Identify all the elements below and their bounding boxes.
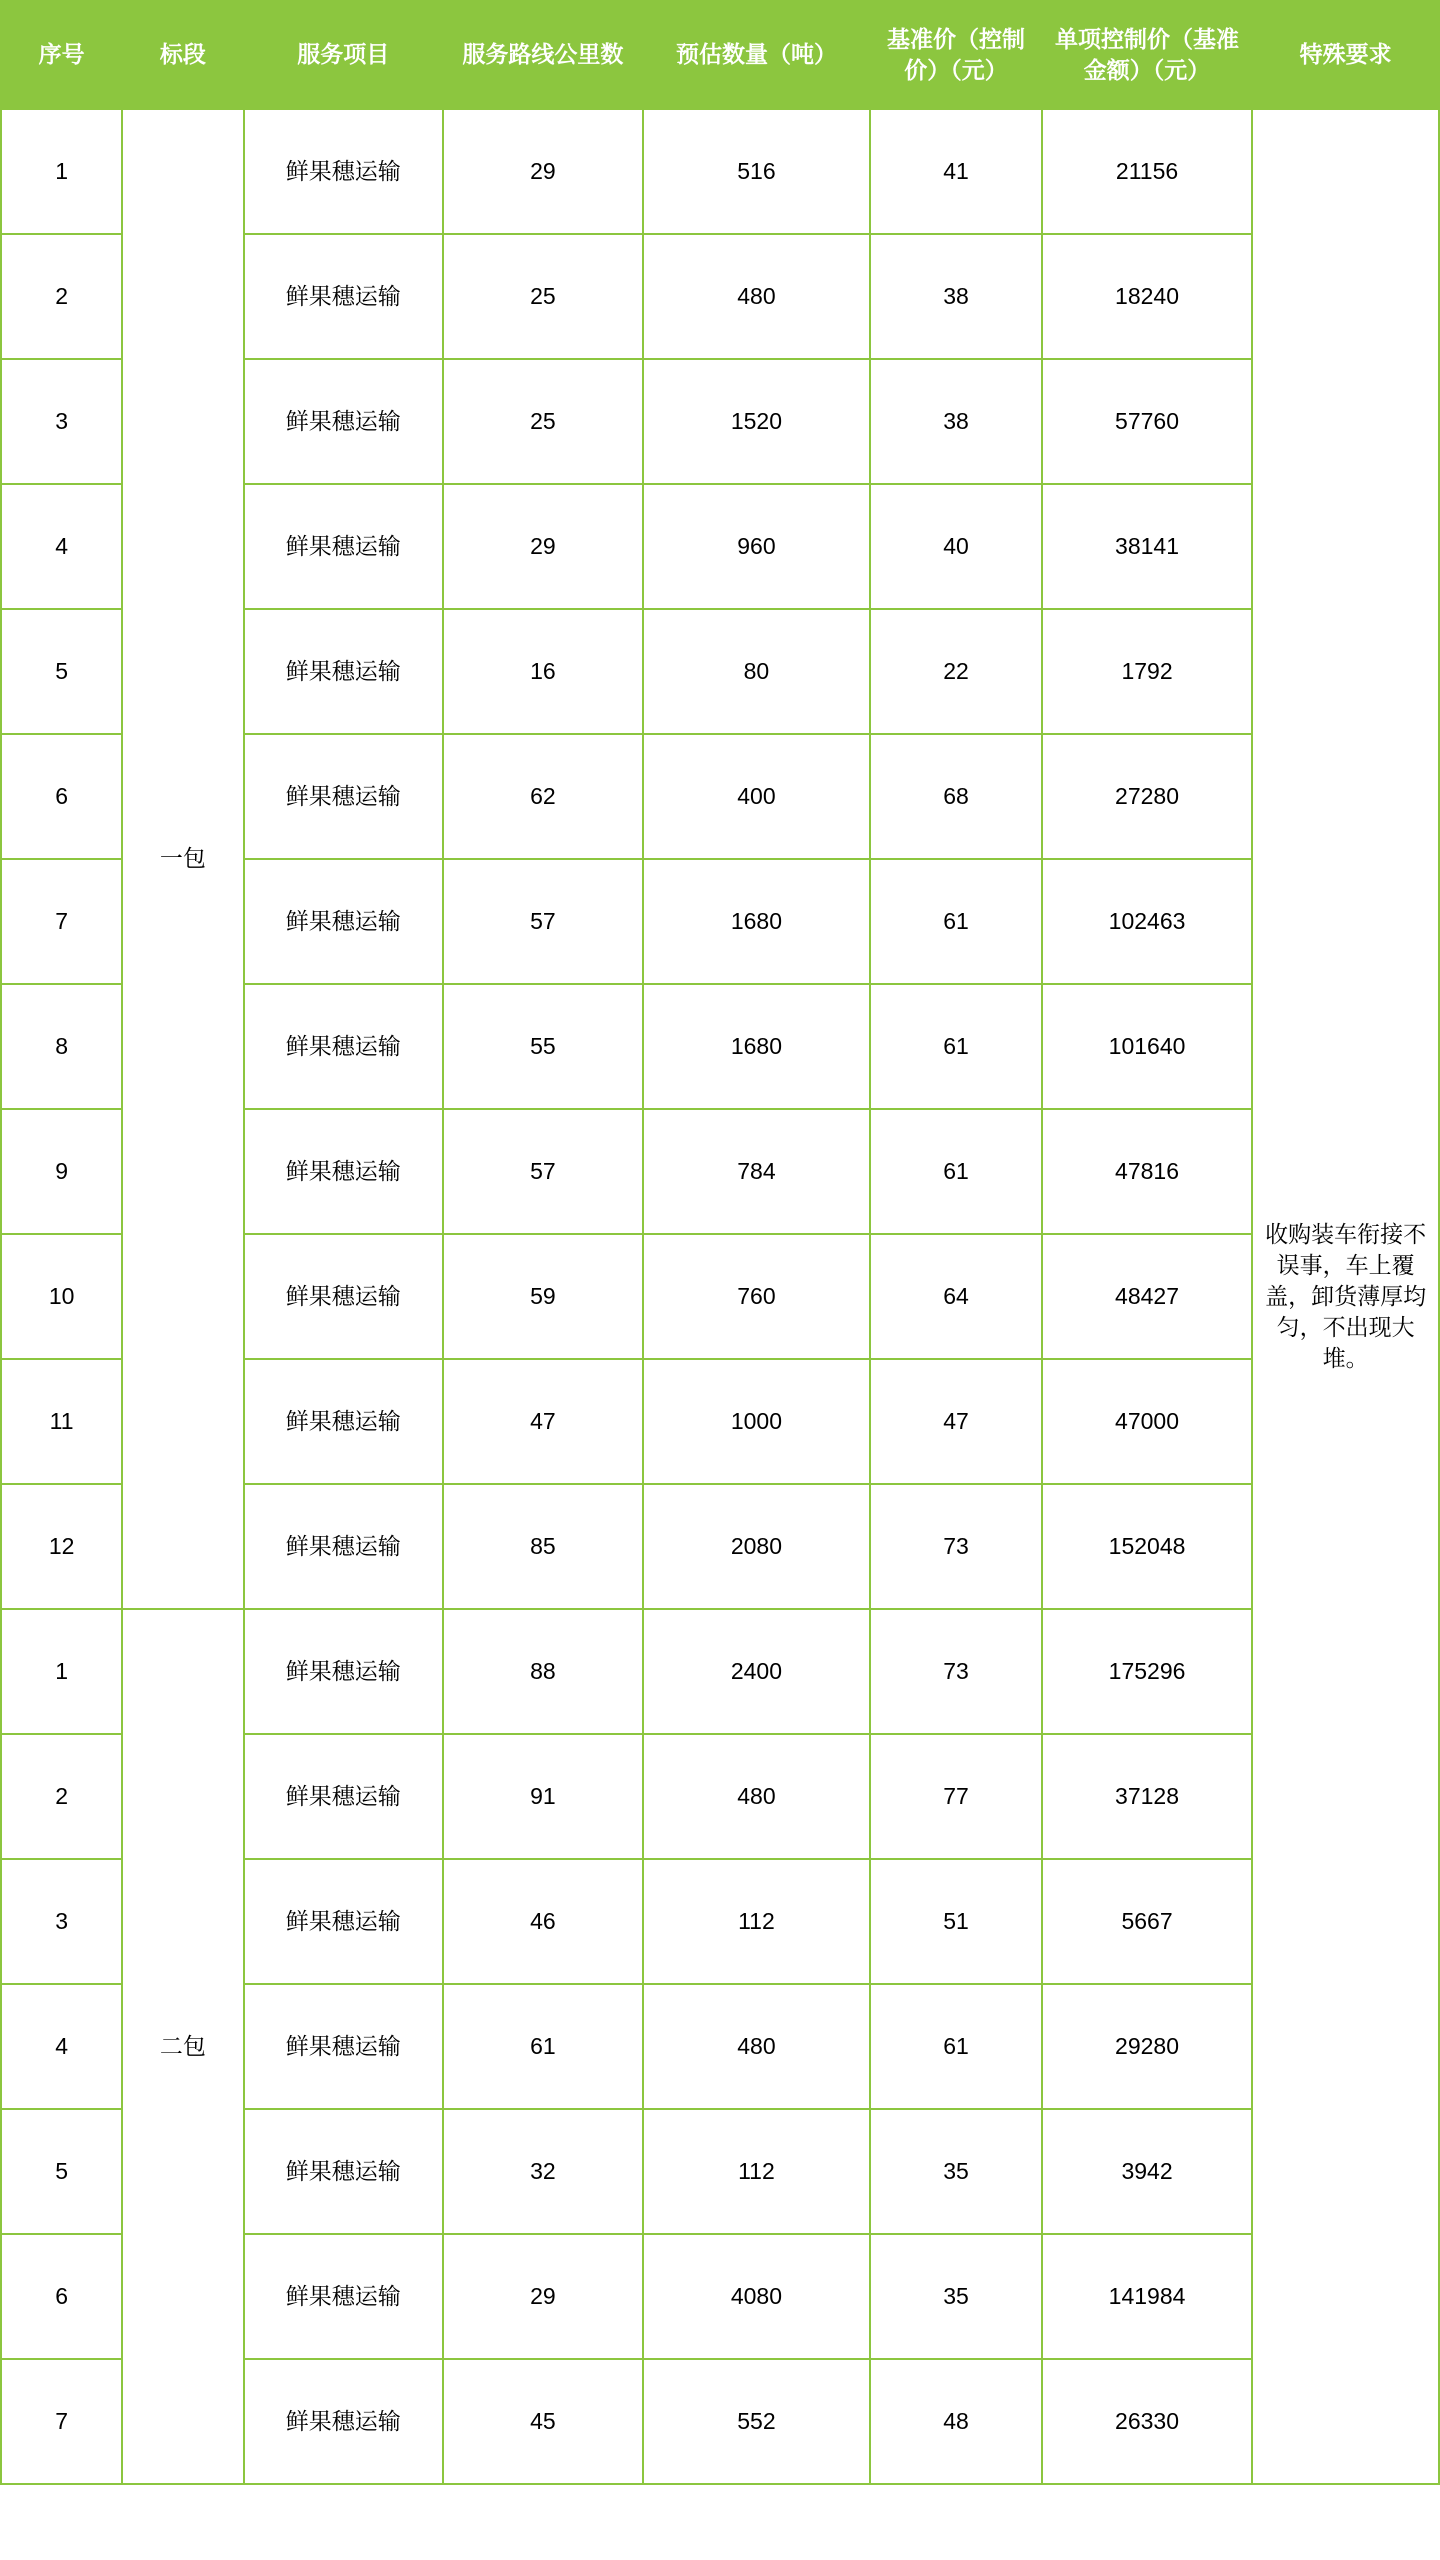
cell-index: 12 — [1, 1484, 122, 1609]
cell-service: 鲜果穗运输 — [244, 1984, 444, 2109]
cell-item-control-price: 18240 — [1042, 234, 1252, 359]
cell-base-price: 61 — [870, 1109, 1042, 1234]
cell-item-control-price: 57760 — [1042, 359, 1252, 484]
cell-special-requirement: 收购装车衔接不误事，车上覆盖，卸货薄厚均匀，不出现大堆。 — [1252, 109, 1439, 2484]
cell-distance: 85 — [443, 1484, 643, 1609]
cell-service: 鲜果穗运输 — [244, 734, 444, 859]
column-header-distance: 服务路线公里数 — [443, 1, 643, 109]
cell-item-control-price: 5667 — [1042, 1859, 1252, 1984]
cell-quantity: 1000 — [643, 1359, 871, 1484]
cell-index: 7 — [1, 2359, 122, 2484]
cell-quantity: 480 — [643, 1984, 871, 2109]
cell-service: 鲜果穗运输 — [244, 984, 444, 1109]
cell-distance: 91 — [443, 1734, 643, 1859]
cell-service: 鲜果穗运输 — [244, 484, 444, 609]
cell-quantity: 2080 — [643, 1484, 871, 1609]
cell-item-control-price: 37128 — [1042, 1734, 1252, 1859]
column-header-quantity: 预估数量（吨） — [643, 1, 871, 109]
cell-base-price: 51 — [870, 1859, 1042, 1984]
table-body — [1, 109, 1439, 2484]
column-header-special-requirement: 特殊要求 — [1252, 1, 1439, 109]
cell-base-price: 73 — [870, 1484, 1042, 1609]
cell-quantity: 112 — [643, 1859, 871, 1984]
cell-base-price: 38 — [870, 234, 1042, 359]
cell-service: 鲜果穗运输 — [244, 1734, 444, 1859]
cell-distance: 47 — [443, 1359, 643, 1484]
cell-quantity: 480 — [643, 1734, 871, 1859]
cell-index: 5 — [1, 609, 122, 734]
column-header-service: 服务项目 — [244, 1, 444, 109]
cell-item-control-price: 102463 — [1042, 859, 1252, 984]
cell-quantity: 4080 — [643, 2234, 871, 2359]
cell-base-price: 22 — [870, 609, 1042, 734]
cell-service: 鲜果穗运输 — [244, 1234, 444, 1359]
cell-quantity: 516 — [643, 109, 871, 234]
cell-base-price: 61 — [870, 984, 1042, 1109]
cell-item-control-price: 175296 — [1042, 1609, 1252, 1734]
cell-index: 3 — [1, 1859, 122, 1984]
cell-item-control-price: 101640 — [1042, 984, 1252, 1109]
cell-item-control-price: 38141 — [1042, 484, 1252, 609]
cell-base-price: 47 — [870, 1359, 1042, 1484]
cell-index: 11 — [1, 1359, 122, 1484]
cell-distance: 32 — [443, 2109, 643, 2234]
cell-distance: 88 — [443, 1609, 643, 1734]
cell-quantity: 760 — [643, 1234, 871, 1359]
cell-service: 鲜果穗运输 — [244, 1109, 444, 1234]
cell-item-control-price: 47816 — [1042, 1109, 1252, 1234]
cell-quantity: 1680 — [643, 859, 871, 984]
cell-base-price: 64 — [870, 1234, 1042, 1359]
cell-quantity: 400 — [643, 734, 871, 859]
cell-base-price: 35 — [870, 2234, 1042, 2359]
cell-distance: 29 — [443, 484, 643, 609]
cell-index: 3 — [1, 359, 122, 484]
cell-service: 鲜果穗运输 — [244, 1359, 444, 1484]
cell-distance: 57 — [443, 859, 643, 984]
cell-index: 2 — [1, 234, 122, 359]
cell-item-control-price: 27280 — [1042, 734, 1252, 859]
cell-distance: 61 — [443, 1984, 643, 2109]
header-row — [1, 1, 1439, 109]
cell-distance: 29 — [443, 2234, 643, 2359]
cell-index: 1 — [1, 1609, 122, 1734]
cell-package: 一包 — [122, 109, 243, 1609]
cell-quantity: 960 — [643, 484, 871, 609]
table-row — [1, 1609, 1439, 1734]
table-row — [1, 109, 1439, 234]
cell-quantity: 1520 — [643, 359, 871, 484]
cell-service: 鲜果穗运输 — [244, 1484, 444, 1609]
cell-index: 9 — [1, 1109, 122, 1234]
column-header-base-price: 基准价（控制价）（元） — [870, 1, 1042, 109]
cell-item-control-price: 3942 — [1042, 2109, 1252, 2234]
cell-package: 二包 — [122, 1609, 243, 2484]
cell-distance: 55 — [443, 984, 643, 1109]
cell-base-price: 48 — [870, 2359, 1042, 2484]
cell-service: 鲜果穗运输 — [244, 2359, 444, 2484]
cell-item-control-price: 1792 — [1042, 609, 1252, 734]
cell-base-price: 41 — [870, 109, 1042, 234]
cell-base-price: 35 — [870, 2109, 1042, 2234]
cell-index: 10 — [1, 1234, 122, 1359]
cell-quantity: 80 — [643, 609, 871, 734]
cell-index: 4 — [1, 1984, 122, 2109]
cell-distance: 59 — [443, 1234, 643, 1359]
cell-index: 5 — [1, 2109, 122, 2234]
cell-service: 鲜果穗运输 — [244, 609, 444, 734]
cell-quantity: 112 — [643, 2109, 871, 2234]
cell-item-control-price: 141984 — [1042, 2234, 1252, 2359]
cell-item-control-price: 47000 — [1042, 1359, 1252, 1484]
cell-distance: 16 — [443, 609, 643, 734]
cell-service: 鲜果穗运输 — [244, 234, 444, 359]
cell-quantity: 1680 — [643, 984, 871, 1109]
cell-index: 8 — [1, 984, 122, 1109]
cell-item-control-price: 29280 — [1042, 1984, 1252, 2109]
cell-distance: 45 — [443, 2359, 643, 2484]
cell-distance: 57 — [443, 1109, 643, 1234]
cell-service: 鲜果穗运输 — [244, 2234, 444, 2359]
cell-item-control-price: 21156 — [1042, 109, 1252, 234]
cell-index: 2 — [1, 1734, 122, 1859]
cell-item-control-price: 26330 — [1042, 2359, 1252, 2484]
cell-base-price: 40 — [870, 484, 1042, 609]
cell-distance: 29 — [443, 109, 643, 234]
column-header-package: 标段 — [122, 1, 243, 109]
cell-quantity: 784 — [643, 1109, 871, 1234]
cell-base-price: 73 — [870, 1609, 1042, 1734]
cell-index: 6 — [1, 2234, 122, 2359]
cell-index: 4 — [1, 484, 122, 609]
cell-service: 鲜果穗运输 — [244, 859, 444, 984]
cell-index: 6 — [1, 734, 122, 859]
cell-service: 鲜果穗运输 — [244, 109, 444, 234]
cell-base-price: 77 — [870, 1734, 1042, 1859]
cell-distance: 46 — [443, 1859, 643, 1984]
cell-base-price: 38 — [870, 359, 1042, 484]
cell-quantity: 480 — [643, 234, 871, 359]
cell-base-price: 61 — [870, 859, 1042, 984]
cell-base-price: 61 — [870, 1984, 1042, 2109]
column-header-index: 序号 — [1, 1, 122, 109]
cell-distance: 25 — [443, 359, 643, 484]
cell-service: 鲜果穗运输 — [244, 359, 444, 484]
cell-quantity: 2400 — [643, 1609, 871, 1734]
cell-item-control-price: 48427 — [1042, 1234, 1252, 1359]
cell-distance: 62 — [443, 734, 643, 859]
cell-index: 7 — [1, 859, 122, 984]
cell-service: 鲜果穗运输 — [244, 1859, 444, 1984]
table-header — [1, 1, 1439, 109]
cell-index: 1 — [1, 109, 122, 234]
cell-distance: 25 — [443, 234, 643, 359]
cell-service: 鲜果穗运输 — [244, 1609, 444, 1734]
column-header-item-control-price: 单项控制价（基准金额）（元） — [1042, 1, 1252, 109]
cell-item-control-price: 152048 — [1042, 1484, 1252, 1609]
cell-base-price: 68 — [870, 734, 1042, 859]
cell-quantity: 552 — [643, 2359, 871, 2484]
cell-service: 鲜果穗运输 — [244, 2109, 444, 2234]
